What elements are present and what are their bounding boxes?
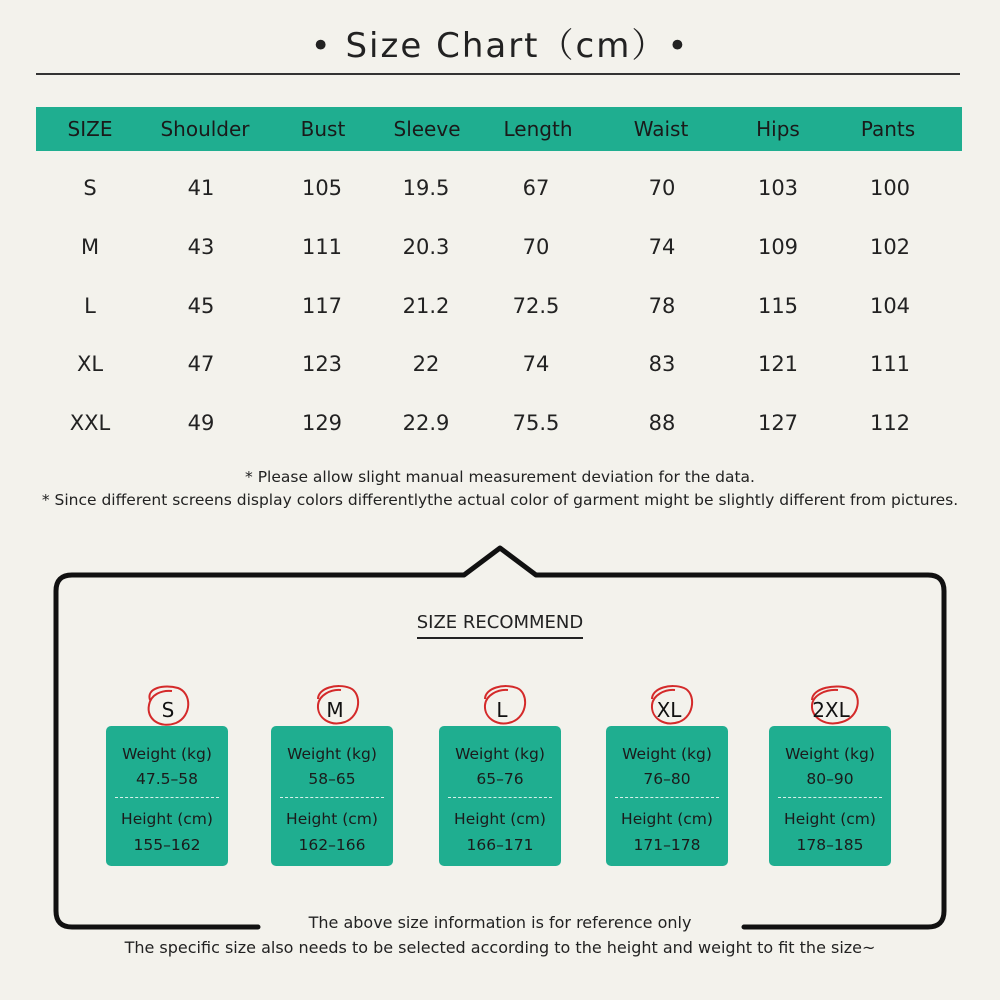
hips-cell: 121 bbox=[757, 352, 799, 376]
waist-cell: 74 bbox=[648, 235, 676, 259]
waist-cell: 83 bbox=[648, 352, 676, 376]
height-label: Height (cm) bbox=[454, 810, 546, 828]
card-divider bbox=[115, 797, 219, 798]
size-label-m: M bbox=[326, 698, 344, 722]
size-cell: XL bbox=[76, 352, 104, 376]
header-hips: Hips bbox=[756, 117, 800, 141]
length-cell: 67 bbox=[522, 176, 550, 200]
size-recommend-title bbox=[0, 612, 1000, 633]
shoulder-cell: 47 bbox=[187, 352, 215, 376]
hips-cell: 109 bbox=[757, 235, 799, 259]
height-label: Height (cm) bbox=[621, 810, 713, 828]
sleeve-cell: 22.9 bbox=[402, 411, 450, 435]
selection-note: The specific size also needs to be selected according to the height and weight to fit the size~ bbox=[124, 938, 876, 957]
sleeve-cell: 20.3 bbox=[402, 235, 450, 259]
height-label: Height (cm) bbox=[784, 810, 876, 828]
size-cell: L bbox=[84, 294, 96, 318]
card-divider bbox=[615, 797, 719, 798]
weight-value: 76–80 bbox=[643, 770, 691, 788]
shoulder-cell: 41 bbox=[187, 176, 215, 200]
header-sleeve: Sleeve bbox=[393, 117, 461, 141]
shoulder-cell: 49 bbox=[187, 411, 215, 435]
size-card-2xl bbox=[769, 726, 891, 866]
weight-label: Weight (kg) bbox=[122, 745, 212, 763]
size-label-l: L bbox=[496, 698, 508, 722]
height-value: 171–178 bbox=[633, 836, 701, 854]
size-cell: M bbox=[80, 235, 100, 259]
waist-cell: 78 bbox=[648, 294, 676, 318]
weight-value: 80–90 bbox=[806, 770, 854, 788]
header-bust: Bust bbox=[300, 117, 346, 141]
hips-cell: 115 bbox=[757, 294, 799, 318]
hips-cell: 103 bbox=[757, 176, 799, 200]
pants-cell: 112 bbox=[869, 411, 911, 435]
pants-cell: 100 bbox=[869, 176, 911, 200]
size-card-m bbox=[271, 726, 393, 866]
hips-cell: 127 bbox=[757, 411, 799, 435]
bust-cell: 129 bbox=[301, 411, 343, 435]
size-cell: S bbox=[83, 176, 97, 200]
height-value: 166–171 bbox=[466, 836, 534, 854]
waist-cell: 88 bbox=[648, 411, 676, 435]
bust-cell: 123 bbox=[301, 352, 343, 376]
sleeve-cell: 22 bbox=[412, 352, 440, 376]
weight-value: 65–76 bbox=[476, 770, 524, 788]
length-cell: 72.5 bbox=[512, 294, 560, 318]
header-length: Length bbox=[503, 117, 573, 141]
length-cell: 74 bbox=[522, 352, 550, 376]
weight-label: Weight (kg) bbox=[455, 745, 545, 763]
pants-cell: 111 bbox=[869, 352, 911, 376]
bust-cell: 111 bbox=[301, 235, 343, 259]
measurement-note: * Please allow slight manual measurement deviation for the data. bbox=[245, 468, 755, 486]
size-cell: XXL bbox=[69, 411, 111, 435]
card-divider bbox=[448, 797, 552, 798]
size-card-xl bbox=[606, 726, 728, 866]
pants-cell: 104 bbox=[869, 294, 911, 318]
weight-label: Weight (kg) bbox=[287, 745, 377, 763]
header-pants: Pants bbox=[860, 117, 916, 141]
page-title: • Size Chart（cm）• bbox=[310, 26, 690, 66]
shoulder-cell: 45 bbox=[187, 294, 215, 318]
pants-cell: 102 bbox=[869, 235, 911, 259]
size-recommend-title-text: SIZE RECOMMEND bbox=[417, 612, 584, 639]
header-waist: Waist bbox=[633, 117, 689, 141]
sleeve-cell: 19.5 bbox=[402, 176, 450, 200]
height-label: Height (cm) bbox=[286, 810, 378, 828]
length-cell: 70 bbox=[522, 235, 550, 259]
weight-value: 47.5–58 bbox=[136, 770, 198, 788]
bust-cell: 117 bbox=[301, 294, 343, 318]
weight-label: Weight (kg) bbox=[785, 745, 875, 763]
bust-cell: 105 bbox=[301, 176, 343, 200]
height-label: Height (cm) bbox=[121, 810, 213, 828]
card-divider bbox=[280, 797, 384, 798]
reference-note: The above size information is for reference only bbox=[308, 913, 692, 932]
size-card-l bbox=[439, 726, 561, 866]
waist-cell: 70 bbox=[648, 176, 676, 200]
header-shoulder: Shoulder bbox=[160, 117, 250, 141]
weight-value: 58–65 bbox=[308, 770, 356, 788]
header-size: SIZE bbox=[67, 117, 113, 141]
height-value: 162–166 bbox=[298, 836, 366, 854]
color-note: * Since different screens display colors differentlythe actual color of garment might be slightly different from pictures. bbox=[41, 491, 959, 509]
sleeve-cell: 21.2 bbox=[402, 294, 450, 318]
size-label-2xl: 2XL bbox=[812, 698, 850, 722]
size-label-xl: XL bbox=[656, 698, 682, 722]
card-divider bbox=[778, 797, 882, 798]
size-card-s bbox=[106, 726, 228, 866]
height-value: 155–162 bbox=[133, 836, 201, 854]
length-cell: 75.5 bbox=[512, 411, 560, 435]
weight-label: Weight (kg) bbox=[622, 745, 712, 763]
size-label-s: S bbox=[161, 698, 175, 722]
shoulder-cell: 43 bbox=[187, 235, 215, 259]
height-value: 178–185 bbox=[796, 836, 864, 854]
